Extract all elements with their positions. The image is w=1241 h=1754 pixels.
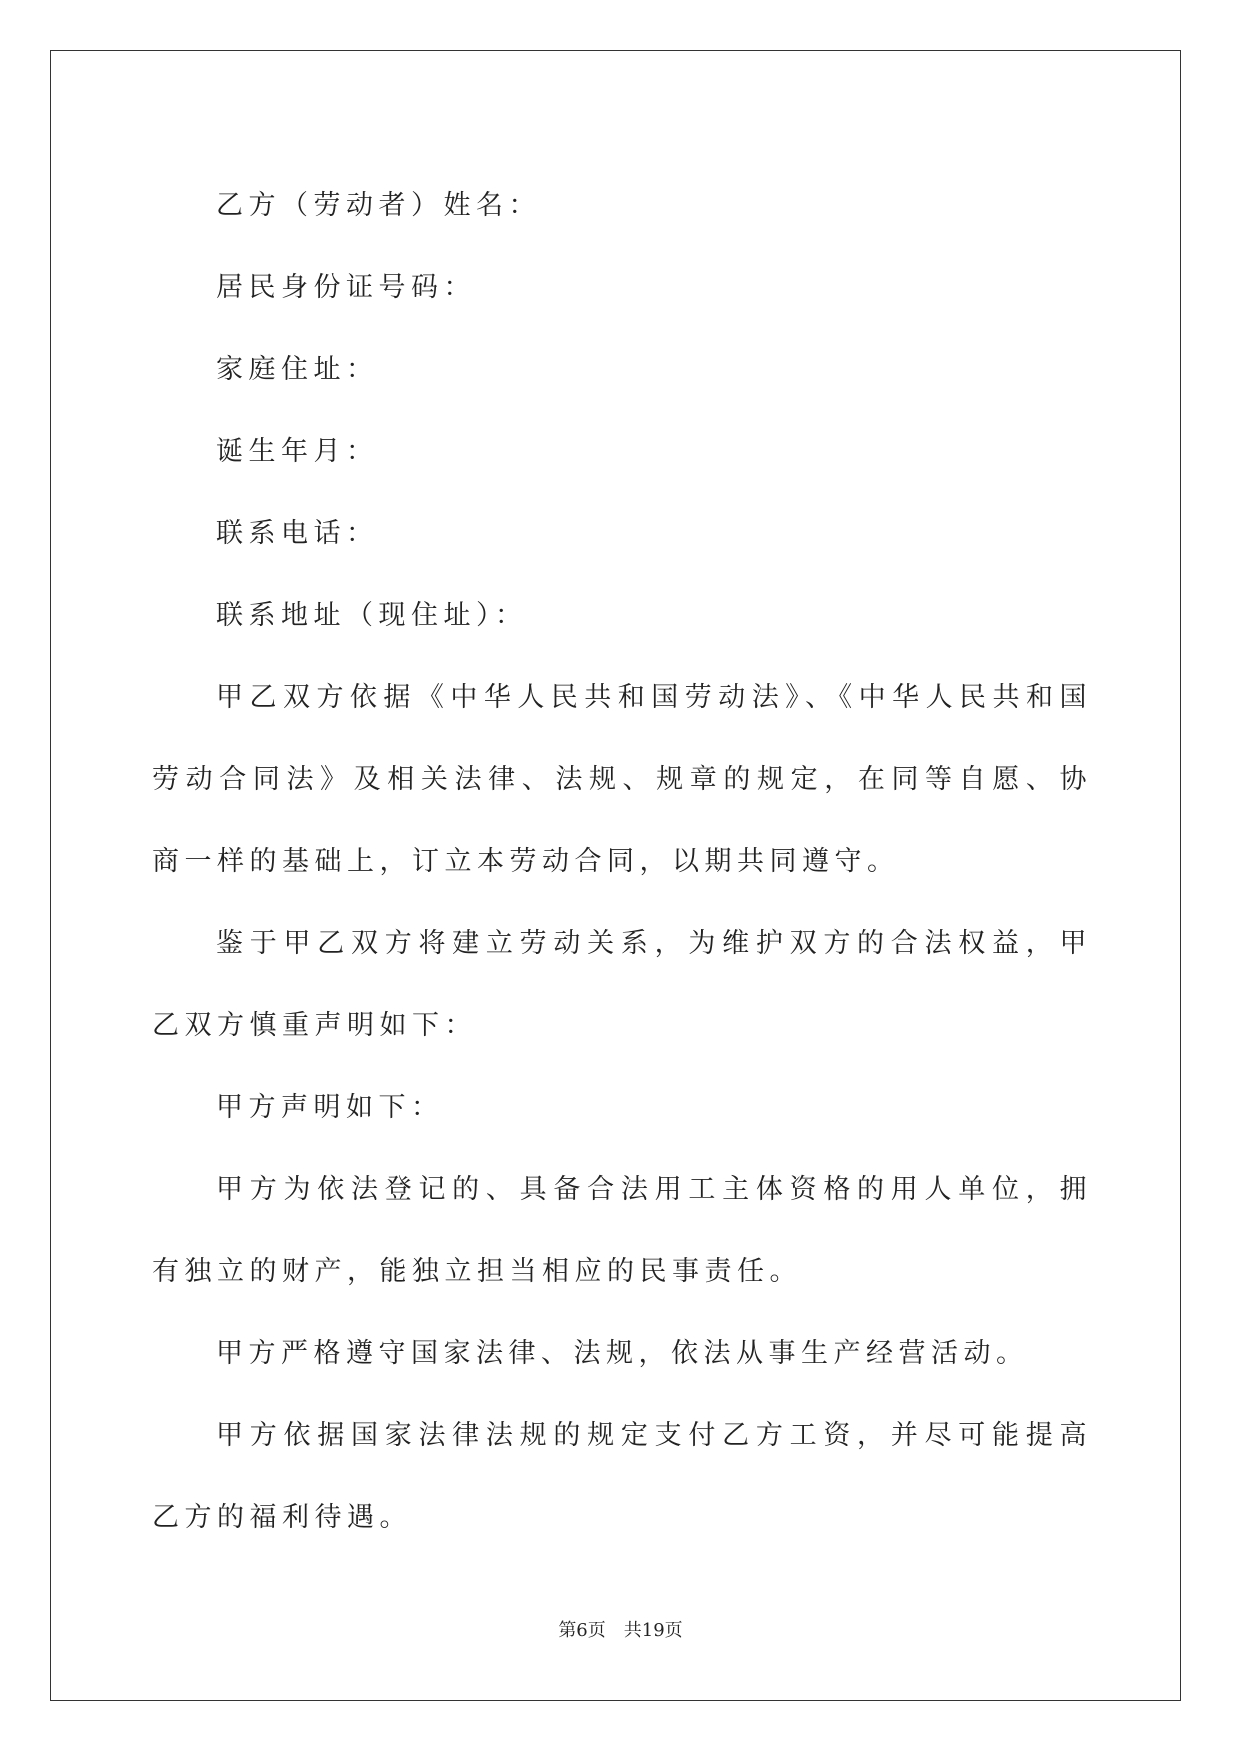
field-party-b-name: 乙方（劳动者）姓名： — [216, 190, 541, 221]
page-number-total: 共19页 — [623, 1620, 683, 1641]
field-birth-date: 诞生年月： — [216, 436, 379, 467]
paragraph-party-a-qualification: 甲方为依法登记的、具备合法用工主体资格的用人单位，拥有独立的财产，能独立担当相应的民事责任。 — [152, 1174, 1092, 1287]
page-number-current: 第6页 — [558, 1620, 606, 1641]
paragraph-legal-basis: 甲乙双方依据《中华人民共和国劳动法》、《中华人民共和国劳动合同法》及相关法律、法规、规章的规定，在同等自愿、协商一样的基础上，订立本劳动合同，以期共同遵守。 — [152, 682, 1092, 877]
field-id-number: 居民身份证号码： — [216, 272, 476, 303]
field-home-address: 家庭住址： — [216, 354, 379, 385]
paragraph-declaration-intro: 鉴于甲乙双方将建立劳动关系，为维护双方的合法权益，甲乙双方慎重声明如下： — [152, 928, 1092, 1041]
page-footer — [0, 1616, 1241, 1642]
document-body — [152, 165, 1092, 1559]
field-phone: 联系电话： — [216, 518, 379, 549]
paragraph-party-a-heading: 甲方声明如下： — [216, 1092, 444, 1123]
field-contact-address: 联系地址（现住址）： — [216, 600, 528, 631]
paragraph-party-a-compliance: 甲方严格遵守国家法律、法规，依法从事生产经营活动。 — [216, 1338, 1029, 1369]
paragraph-party-a-wages: 甲方依据国家法律法规的规定支付乙方工资，并尽可能提高乙方的福利待遇。 — [152, 1420, 1092, 1533]
